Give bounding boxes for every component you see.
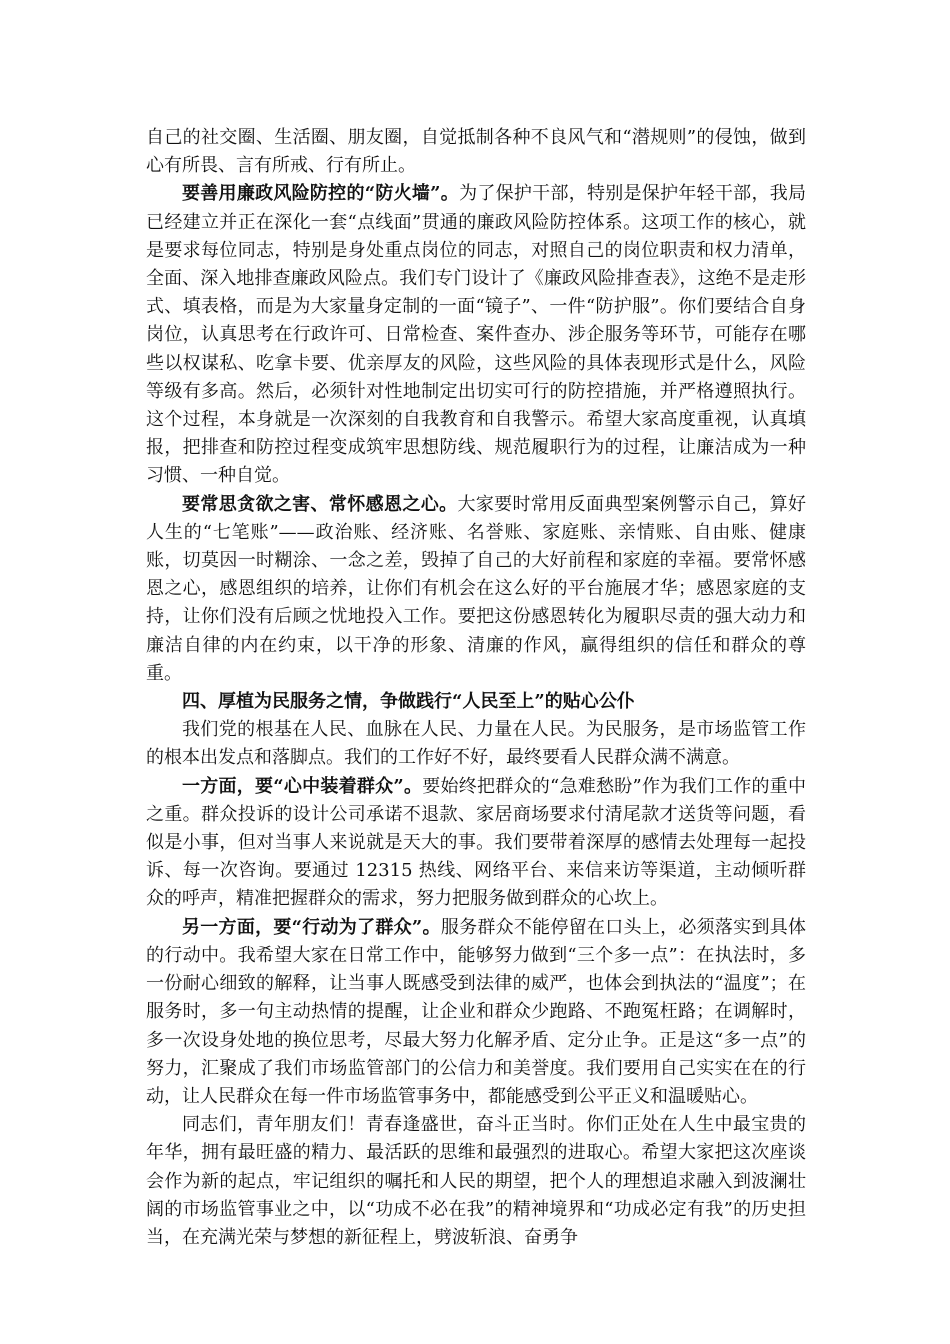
paragraph-text: 服务群众不能停留在口头上，必须落实到具体的行动中。我希望大家在日常工作中，能够努力做到“三个多一点”：在执法时，多一份耐心细致的解释，让当事人既感受到法律的威严，也体会到执法的“温度”；在服务时，多一句主动热情的提醒，让企业和群众少跑路、不跑冤枉路；在调解时，多一次设身处地的换位思考，尽最大努力化解矛盾、定分止争。正是这“多一点”的努力，汇聚成了我们市场监管部门的公信力和美誉度。我们要用自己实实在在的行动，让人民群众在每一件市场监管事务中，都能感受到公平正义和温暖贴心。 [146,916,806,1107]
paragraph-action-for-masses [146,914,806,1111]
paragraph-text: 同志们，青年朋友们！青春逢盛世，奋斗正当时。你们正处在人生中最宝贵的年华，拥有最旺盛的精力、最活跃的思维和最强烈的进取心。希望大家把这次座谈会作为新的起点，牢记组织的嘱托和人民的期望，把个人的理想追求融入到波澜壮阔的市场监管事业之中，以“功成不必在我”的精神境界和“功成必定有我”的历史担当，在充满光荣与梦想的新征程上，劈波斩浪、奋勇争 [146,1114,806,1248]
paragraph-risk-firewall [146,180,806,490]
paragraph-text: 为了保护干部，特别是保护年轻干部，我局已经建立并正在深化一套“点线面”贯通的廉政风险防控体系。这项工作的核心，就是要求每位同志，特别是身处重点岗位的同志，对照自己的岗位职责和权力清单，全面、深入地排查廉政风险点。我们专门设计了《廉政风险排查表》，这绝不是走形式、填表格，而是为大家量身定制的一面“镜子”、一件“防护服”。你们要结合自身岗位，认真思考在行政许可、日常检查、案件查办、涉企服务等环节，可能存在哪些以权谋私、吃拿卡要、优亲厚友的风险，这些风险的具体表现形式是什么，风险等级有多高。然后，必须针对性地制定出切实可行的防控措施，并严格遵照执行。这个过程，本身就是一次深刻的自我教育和自我警示。希望大家高度重视，认真填报，把排查和防控过程变成筑牢思想防线、规范履职行为的过程，让廉洁成为一种习惯、一种自觉。 [146,183,806,487]
paragraph-text: 大家要时常用反面典型案例警示自己，算好人生的“七笔账”——政治账、经济账、名誉账、家庭账、亲情账、自由账、健康账，切莫因一时糊涂、一念之差，毁掉了自己的大好前程和家庭的幸福。要常怀感恩之心，感恩组织的培养，让你们有机会在这么好的平台施展才华；感恩家庭的支持，让你们没有后顾之忧地投入工作。要把这份感恩转化为履职尽责的强大动力和廉洁自律的内在约束，以干净的形象、清廉的作风，赢得组织的信任和群众的尊重。 [146,493,806,684]
paragraph-lead: 要常思贪欲之害、常怀感恩之心。 [182,493,458,515]
paragraph-masses-in-heart [146,773,806,914]
section-heading-four: 四、厚植为民服务之情，争做践行“人民至上”的贴心公仆 [182,691,635,713]
paragraph-lead: 另一方面，要“行动为了群众”。 [182,916,441,938]
paragraph-people-root [146,716,806,772]
paragraph-continuation [146,124,806,180]
paragraph-text: 我们党的根基在人民、血脉在人民、力量在人民。为民服务，是市场监管工作的根本出发点和落脚点。我们的工作好不好，最终要看人民群众满不满意。 [146,719,806,769]
paragraph-closing [146,1111,806,1252]
document-body [146,124,806,1252]
paragraph-text: 要始终把群众的“急难愁盼”作为我们工作的重中之重。群众投诉的设计公司承诺不退款、家居商场要求付清尾款才送货等问题，看似是小事，但对当事人来说就是天大的事。我们要带着深厚的感情去处理每一起投诉、每一次咨询。要通过 12315 热线、网络平台、来信来访等渠道，主动倾听群众的呼声，精准把握群众的需求，努力把服务做到群众的心坎上。 [146,775,806,910]
paragraph-lead: 要善用廉政风险防控的“防火墙”。 [182,183,460,205]
paragraph-text: 自己的社交圈、生活圈、朋友圈，自觉抵制各种不良风气和“潜规则”的侵蚀，做到心有所畏、言有所戒、行有所止。 [146,127,806,177]
paragraph-lead: 一方面，要“心中装着群众”。 [182,775,423,797]
paragraph-greed-gratitude [146,491,806,688]
